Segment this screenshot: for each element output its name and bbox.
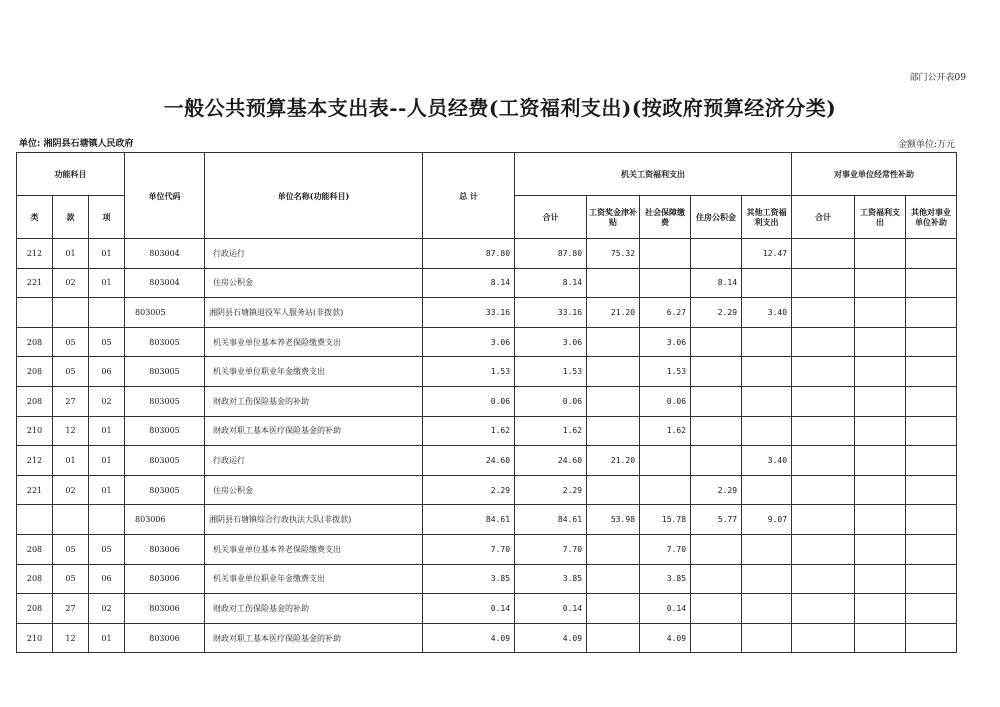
cell-org-subtotal: 0.14: [515, 594, 587, 624]
cell-total: 3.85: [423, 564, 515, 594]
cell-inst-other: [906, 327, 957, 357]
cell-housing-fund: [691, 357, 742, 387]
table-row: [17, 564, 957, 594]
cell-xiang: 02: [89, 594, 125, 624]
cell-total: 1.62: [423, 416, 515, 446]
cell-inst-wage: [855, 357, 906, 387]
header-xiang: 项: [89, 196, 125, 239]
cell-xiang: 01: [89, 416, 125, 446]
cell-other-wage: 3.40: [742, 298, 792, 328]
cell-housing-fund: 5.77: [691, 505, 742, 535]
cell-unit-name: 财政对工伤保险基金的补助: [205, 594, 423, 624]
cell-kuan: 01: [53, 446, 89, 476]
cell-inst-wage: [855, 239, 906, 269]
cell-inst-other: [906, 239, 957, 269]
cell-xiang: 05: [89, 327, 125, 357]
cell-kuan: 01: [53, 239, 89, 269]
cell-unit-name: 湘阴县石塘镇综合行政执法大队(非拨款): [205, 505, 423, 535]
cell-housing-fund: [691, 534, 742, 564]
cell-housing-fund: 2.29: [691, 475, 742, 505]
cell-inst-subtotal: [792, 534, 855, 564]
cell-unit-code: 803005: [125, 298, 205, 328]
cell-social-security: [640, 239, 691, 269]
cell-kuan: 12: [53, 416, 89, 446]
cell-inst-subtotal: [792, 357, 855, 387]
cell-lei: 221: [17, 268, 53, 298]
header-housing-fund: 住房公积金: [691, 196, 742, 239]
header-total: 总 计: [423, 153, 515, 239]
cell-inst-other: [906, 268, 957, 298]
cell-inst-subtotal: [792, 327, 855, 357]
cell-lei: 212: [17, 239, 53, 269]
cell-xiang: 01: [89, 268, 125, 298]
cell-kuan: 27: [53, 594, 89, 624]
cell-org-subtotal: 33.16: [515, 298, 587, 328]
cell-inst-other: [906, 564, 957, 594]
cell-total: 87.80: [423, 239, 515, 269]
cell-kuan: 05: [53, 534, 89, 564]
header-lei: 类: [17, 196, 53, 239]
table-row: [17, 327, 957, 357]
cell-inst-other: [906, 623, 957, 653]
cell-inst-subtotal: [792, 239, 855, 269]
cell-other-wage: [742, 357, 792, 387]
cell-org-subtotal: 84.61: [515, 505, 587, 535]
cell-kuan: [53, 505, 89, 535]
cell-inst-subtotal: [792, 268, 855, 298]
cell-housing-fund: [691, 386, 742, 416]
cell-kuan: 02: [53, 475, 89, 505]
cell-housing-fund: [691, 446, 742, 476]
cell-inst-other: [906, 386, 957, 416]
header-unit-name: 单位名称(功能科目): [205, 153, 423, 239]
header-kuan: 款: [53, 196, 89, 239]
cell-total: 24.60: [423, 446, 515, 476]
table-row: [17, 298, 957, 328]
header-inst-group: 对事业单位经常性补助: [792, 153, 957, 196]
cell-inst-wage: [855, 594, 906, 624]
table-row: [17, 357, 957, 387]
header-unit-code: 单位代码: [125, 153, 205, 239]
cell-unit-code: 803006: [125, 564, 205, 594]
table-row: [17, 594, 957, 624]
cell-unit-code: 803005: [125, 446, 205, 476]
cell-inst-subtotal: [792, 594, 855, 624]
cell-inst-subtotal: [792, 505, 855, 535]
cell-org-subtotal: 2.29: [515, 475, 587, 505]
cell-inst-other: [906, 505, 957, 535]
cell-org-subtotal: 7.70: [515, 534, 587, 564]
cell-total: 2.29: [423, 475, 515, 505]
cell-inst-other: [906, 446, 957, 476]
cell-housing-fund: [691, 594, 742, 624]
header-social-security: 社会保障缴费: [640, 196, 691, 239]
cell-xiang: [89, 505, 125, 535]
cell-unit-name: 机关事业单位职业年金缴费支出: [205, 564, 423, 594]
cell-kuan: [53, 298, 89, 328]
cell-wage-bonus: [587, 534, 640, 564]
table-row: [17, 505, 957, 535]
table-row: [17, 623, 957, 653]
cell-kuan: 05: [53, 564, 89, 594]
cell-inst-wage: [855, 416, 906, 446]
header-org-subtotal: 合计: [515, 196, 587, 239]
cell-total: 1.53: [423, 357, 515, 387]
cell-housing-fund: [691, 327, 742, 357]
table-row: [17, 386, 957, 416]
cell-other-wage: [742, 564, 792, 594]
cell-inst-subtotal: [792, 416, 855, 446]
cell-xiang: 01: [89, 446, 125, 476]
cell-lei: 208: [17, 357, 53, 387]
cell-social-security: [640, 475, 691, 505]
cell-xiang: 01: [89, 623, 125, 653]
cell-housing-fund: [691, 623, 742, 653]
cell-inst-wage: [855, 446, 906, 476]
cell-wage-bonus: [587, 327, 640, 357]
cell-inst-subtotal: [792, 298, 855, 328]
cell-xiang: 05: [89, 534, 125, 564]
table-row: [17, 475, 957, 505]
cell-wage-bonus: [587, 357, 640, 387]
cell-other-wage: [742, 623, 792, 653]
amount-unit: 金额单位:万元: [897, 140, 955, 150]
cell-unit-code: 803006: [125, 505, 205, 535]
cell-inst-wage: [855, 505, 906, 535]
cell-social-security: 3.06: [640, 327, 691, 357]
cell-inst-subtotal: [792, 564, 855, 594]
cell-org-subtotal: 24.60: [515, 446, 587, 476]
cell-inst-subtotal: [792, 623, 855, 653]
cell-other-wage: 12.47: [742, 239, 792, 269]
cell-lei: 208: [17, 564, 53, 594]
cell-inst-wage: [855, 268, 906, 298]
cell-org-subtotal: 1.53: [515, 357, 587, 387]
cell-unit-code: 803006: [125, 623, 205, 653]
cell-xiang: [89, 298, 125, 328]
cell-kuan: 12: [53, 623, 89, 653]
cell-inst-other: [906, 357, 957, 387]
cell-lei: 208: [17, 594, 53, 624]
cell-inst-wage: [855, 534, 906, 564]
cell-unit-code: 803005: [125, 386, 205, 416]
cell-xiang: 01: [89, 475, 125, 505]
cell-inst-wage: [855, 298, 906, 328]
cell-wage-bonus: [587, 623, 640, 653]
cell-social-security: 3.85: [640, 564, 691, 594]
cell-org-subtotal: 87.80: [515, 239, 587, 269]
cell-org-subtotal: 0.06: [515, 386, 587, 416]
cell-unit-name: 住房公积金: [205, 268, 423, 298]
cell-unit-code: 803005: [125, 327, 205, 357]
table-row: [17, 268, 957, 298]
cell-total: 4.09: [423, 623, 515, 653]
cell-inst-other: [906, 475, 957, 505]
cell-total: 84.61: [423, 505, 515, 535]
cell-housing-fund: 2.29: [691, 298, 742, 328]
cell-unit-code: 803004: [125, 268, 205, 298]
cell-wage-bonus: [587, 475, 640, 505]
unit-label: 单位:: [19, 139, 41, 149]
cell-wage-bonus: 21.20: [587, 446, 640, 476]
cell-other-wage: [742, 268, 792, 298]
cell-lei: [17, 298, 53, 328]
cell-xiang: 01: [89, 239, 125, 269]
cell-other-wage: [742, 327, 792, 357]
cell-wage-bonus: [587, 564, 640, 594]
cell-unit-code: 803006: [125, 534, 205, 564]
cell-social-security: 1.53: [640, 357, 691, 387]
cell-xiang: 06: [89, 564, 125, 594]
cell-lei: 210: [17, 623, 53, 653]
cell-inst-wage: [855, 386, 906, 416]
cell-other-wage: [742, 416, 792, 446]
cell-unit-name: 财政对职工基本医疗保险基金的补助: [205, 416, 423, 446]
cell-unit-name: 财政对工伤保险基金的补助: [205, 386, 423, 416]
cell-housing-fund: [691, 564, 742, 594]
header-other-wage: 其他工资福利支出: [742, 196, 792, 239]
cell-other-wage: 3.40: [742, 446, 792, 476]
cell-kuan: 05: [53, 327, 89, 357]
cell-xiang: 06: [89, 357, 125, 387]
cell-total: 7.70: [423, 534, 515, 564]
cell-total: 0.14: [423, 594, 515, 624]
cell-social-security: [640, 446, 691, 476]
table-row: [17, 239, 957, 269]
header-inst-subtotal: 合计: [792, 196, 855, 239]
cell-housing-fund: 8.14: [691, 268, 742, 298]
table-body: [17, 239, 957, 653]
cell-unit-code: 803005: [125, 416, 205, 446]
cell-inst-subtotal: [792, 446, 855, 476]
cell-org-subtotal: 1.62: [515, 416, 587, 446]
cell-other-wage: [742, 386, 792, 416]
cell-inst-other: [906, 594, 957, 624]
cell-inst-wage: [855, 327, 906, 357]
cell-xiang: 02: [89, 386, 125, 416]
cell-social-security: 15.78: [640, 505, 691, 535]
cell-social-security: 6.27: [640, 298, 691, 328]
cell-total: 3.06: [423, 327, 515, 357]
table-row: [17, 416, 957, 446]
cell-social-security: 0.06: [640, 386, 691, 416]
cell-wage-bonus: 21.20: [587, 298, 640, 328]
cell-inst-subtotal: [792, 386, 855, 416]
cell-total: 0.06: [423, 386, 515, 416]
page-title: 一般公共预算基本支出表--人员经费(工资福利支出)(按政府预算经济分类): [163, 96, 837, 120]
cell-inst-subtotal: [792, 475, 855, 505]
cell-housing-fund: [691, 239, 742, 269]
cell-unit-name: 机关事业单位基本养老保险缴费支出: [205, 534, 423, 564]
cell-social-security: 1.62: [640, 416, 691, 446]
form-number: 部门公开表09: [909, 73, 966, 83]
cell-unit-code: 803005: [125, 475, 205, 505]
cell-unit-code: 803006: [125, 594, 205, 624]
cell-unit-code: 803005: [125, 357, 205, 387]
cell-lei: 208: [17, 386, 53, 416]
cell-unit-name: 行政运行: [205, 446, 423, 476]
cell-lei: 221: [17, 475, 53, 505]
cell-unit-name: 机关事业单位职业年金缴费支出: [205, 357, 423, 387]
cell-inst-other: [906, 416, 957, 446]
cell-wage-bonus: [587, 416, 640, 446]
cell-unit-name: 行政运行: [205, 239, 423, 269]
cell-inst-wage: [855, 475, 906, 505]
cell-unit-name: 湘阴县石塘镇退役军人服务站(非拨款): [205, 298, 423, 328]
cell-other-wage: [742, 594, 792, 624]
cell-inst-wage: [855, 564, 906, 594]
header-wage-bonus: 工资奖金津补贴: [587, 196, 640, 239]
cell-unit-name: 财政对职工基本医疗保险基金的补助: [205, 623, 423, 653]
cell-kuan: 02: [53, 268, 89, 298]
unit-name: 湘阴县石塘镇人民政府: [43, 139, 134, 149]
cell-other-wage: [742, 475, 792, 505]
cell-org-subtotal: 3.85: [515, 564, 587, 594]
table-row: [17, 534, 957, 564]
unit-line: [19, 136, 133, 149]
cell-lei: [17, 505, 53, 535]
header-org-wage-group: 机关工资福利支出: [515, 153, 792, 196]
cell-unit-name: 住房公积金: [205, 475, 423, 505]
header-function-subject: 功能科目: [17, 153, 125, 196]
cell-social-security: 7.70: [640, 534, 691, 564]
cell-lei: 210: [17, 416, 53, 446]
table-row: [17, 446, 957, 476]
header-inst-other: 其他对事业单位补助: [906, 196, 957, 239]
cell-lei: 212: [17, 446, 53, 476]
cell-total: 33.16: [423, 298, 515, 328]
cell-inst-other: [906, 534, 957, 564]
cell-org-subtotal: 3.06: [515, 327, 587, 357]
cell-wage-bonus: [587, 386, 640, 416]
cell-unit-code: 803004: [125, 239, 205, 269]
cell-wage-bonus: [587, 594, 640, 624]
cell-lei: 208: [17, 534, 53, 564]
cell-other-wage: 9.07: [742, 505, 792, 535]
cell-lei: 208: [17, 327, 53, 357]
cell-kuan: 05: [53, 357, 89, 387]
cell-other-wage: [742, 534, 792, 564]
header-inst-wage: 工资福利支出: [855, 196, 906, 239]
cell-social-security: [640, 268, 691, 298]
cell-org-subtotal: 4.09: [515, 623, 587, 653]
cell-housing-fund: [691, 416, 742, 446]
cell-wage-bonus: [587, 268, 640, 298]
cell-total: 8.14: [423, 268, 515, 298]
cell-social-security: 0.14: [640, 594, 691, 624]
cell-wage-bonus: 53.98: [587, 505, 640, 535]
expenditure-table: [16, 152, 957, 653]
cell-wage-bonus: 75.32: [587, 239, 640, 269]
cell-social-security: 4.09: [640, 623, 691, 653]
cell-unit-name: 机关事业单位基本养老保险缴费支出: [205, 327, 423, 357]
cell-kuan: 27: [53, 386, 89, 416]
cell-inst-wage: [855, 623, 906, 653]
cell-org-subtotal: 8.14: [515, 268, 587, 298]
cell-inst-other: [906, 298, 957, 328]
